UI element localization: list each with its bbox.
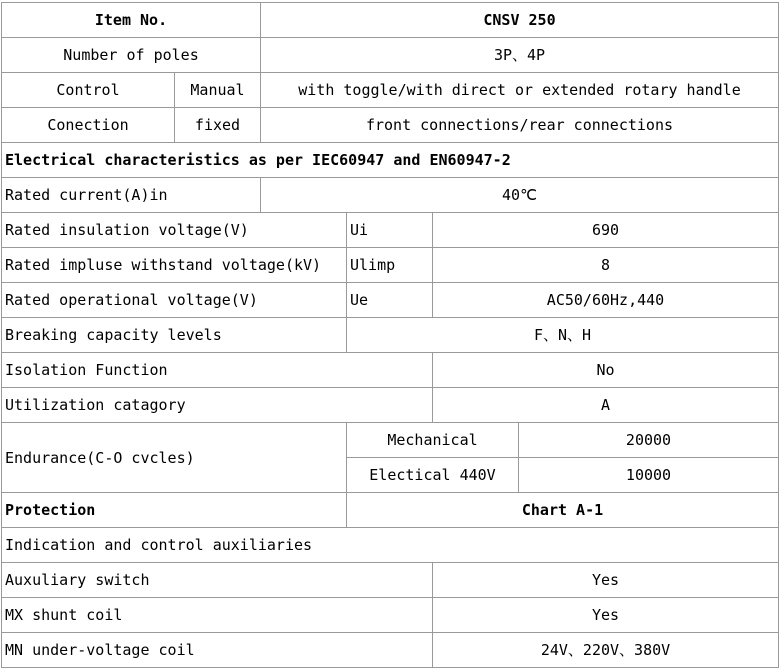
rated-current-label: Rated current(A)in [2, 178, 261, 213]
operational-label: Rated operational voltage(V) [2, 283, 347, 318]
impulse-symbol: Ulimp [347, 248, 433, 283]
table-row [2, 73, 779, 108]
item-no-value: CNSV 250 [261, 3, 779, 38]
endurance-mechanical-value: 20000 [519, 423, 779, 458]
control-label: Control [2, 73, 175, 108]
table-row [2, 423, 779, 458]
connection-type: fixed [175, 108, 261, 143]
mn-coil-label: MN under-voltage coil [2, 633, 433, 668]
table-row [2, 38, 779, 73]
table-row [2, 178, 779, 213]
table-row [2, 598, 779, 633]
breaking-label: Breaking capacity levels [2, 318, 347, 353]
endurance-mechanical-label: Mechanical [347, 423, 519, 458]
table-row [2, 108, 779, 143]
connection-label: Conection [2, 108, 175, 143]
table-row [2, 318, 779, 353]
control-value: with toggle/with direct or extended rotary handle [261, 73, 779, 108]
breaking-value: F、N、H [347, 318, 779, 353]
insulation-value: 690 [433, 213, 779, 248]
isolation-value: No [433, 353, 779, 388]
aux-switch-label: Auxuliary switch [2, 563, 433, 598]
table-row [2, 633, 779, 668]
mx-coil-label: MX shunt coil [2, 598, 433, 633]
connection-value: front connections/rear connections [261, 108, 779, 143]
operational-symbol: Ue [347, 283, 433, 318]
protection-label: Protection [2, 493, 347, 528]
endurance-electrical-label: Electical 440V [347, 458, 519, 493]
impulse-value: 8 [433, 248, 779, 283]
impulse-label: Rated impluse withstand voltage(kV) [2, 248, 347, 283]
item-no-label: Item No. [2, 3, 261, 38]
table-row [2, 528, 779, 563]
mn-coil-value: 24V、220V、380V [433, 633, 779, 668]
spec-table [1, 2, 779, 668]
rated-current-value: 40℃ [261, 178, 779, 213]
protection-value: Chart A-1 [347, 493, 779, 528]
control-type: Manual [175, 73, 261, 108]
auxiliaries-heading: Indication and control auxiliaries [2, 528, 779, 563]
insulation-label: Rated insulation voltage(V) [2, 213, 347, 248]
endurance-electrical-value: 10000 [519, 458, 779, 493]
table-row [2, 353, 779, 388]
endurance-label: Endurance(C-O cvcles) [2, 423, 347, 493]
table-row [2, 388, 779, 423]
poles-label: Number of poles [2, 38, 261, 73]
table-row [2, 563, 779, 598]
isolation-label: Isolation Function [2, 353, 433, 388]
poles-value: 3P、4P [261, 38, 779, 73]
aux-switch-value: Yes [433, 563, 779, 598]
operational-value: AC50/60Hz,440 [433, 283, 779, 318]
table-row [2, 143, 779, 178]
utilization-label: Utilization catagory [2, 388, 433, 423]
table-row [2, 493, 779, 528]
table-row [2, 283, 779, 318]
electrical-heading: Electrical characteristics as per IEC60947 and EN60947-2 [2, 143, 779, 178]
table-row [2, 3, 779, 38]
table-row [2, 213, 779, 248]
table-row [2, 248, 779, 283]
utilization-value: A [433, 388, 779, 423]
mx-coil-value: Yes [433, 598, 779, 633]
insulation-symbol: Ui [347, 213, 433, 248]
